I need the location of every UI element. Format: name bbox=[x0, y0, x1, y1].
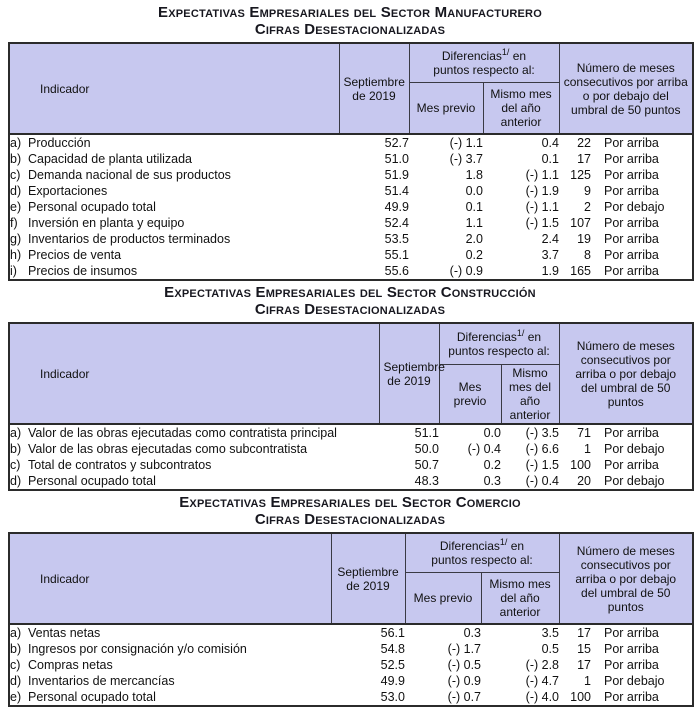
row-letter: c) bbox=[10, 168, 21, 182]
column-header-mes-previo: Mes previo bbox=[439, 365, 501, 425]
row-label: Ventas netas bbox=[28, 626, 101, 640]
indicator-cell bbox=[9, 199, 339, 215]
row-label: Valor de las obras ejecutadas como subcontratista bbox=[28, 442, 308, 456]
title-line-2: Cifras Desestacionalizadas bbox=[254, 511, 446, 528]
table-row bbox=[9, 424, 693, 441]
diff-prev-month-cell: 0.1 bbox=[465, 200, 483, 214]
section-title-manufacturero bbox=[8, 5, 692, 38]
row-letter: e) bbox=[10, 690, 22, 704]
period-value-cell: 52.4 bbox=[384, 216, 409, 230]
indicator-cell bbox=[9, 167, 339, 183]
row-letter: c) bbox=[10, 658, 21, 672]
consecutive-months-cell bbox=[559, 457, 693, 473]
period-value-cell: 53.5 bbox=[384, 232, 409, 246]
title-line-1: Expectativas Empresariales del Sector Manufacturero bbox=[158, 4, 542, 21]
period-value-cell: 52.7 bbox=[384, 136, 409, 150]
row-label: Demanda nacional de sus productos bbox=[28, 168, 231, 182]
column-header-meses-consecutivos: Número de meses consecutivos por arriba o por debajo del umbral de 50 puntos bbox=[559, 43, 693, 134]
row-letter: c) bbox=[10, 458, 21, 472]
title-line-2: Cifras Desestacionalizadas bbox=[254, 21, 446, 38]
table-row bbox=[9, 167, 693, 183]
months-count: 8 bbox=[584, 248, 591, 262]
consecutive-months-cell bbox=[559, 624, 693, 641]
diff-prev-month-cell: (-) 0.7 bbox=[447, 690, 481, 704]
table-row bbox=[9, 183, 693, 199]
table-row bbox=[9, 473, 693, 490]
consecutive-months-cell bbox=[559, 641, 693, 657]
indicator-cell bbox=[9, 263, 339, 280]
months-count: 22 bbox=[577, 136, 591, 150]
indicator-cell bbox=[9, 473, 379, 490]
consecutive-months-cell bbox=[559, 151, 693, 167]
column-header-meses-consecutivos: Número de meses consecutivos por arriba o por debajo del umbral de 50 puntos bbox=[559, 323, 693, 424]
section-title-comercio bbox=[8, 495, 692, 528]
consecutive-months-cell bbox=[559, 167, 693, 183]
row-label: Precios de venta bbox=[28, 248, 122, 262]
threshold-status: Por arriba bbox=[604, 626, 659, 640]
indicator-cell bbox=[9, 247, 339, 263]
diff-prev-year-cell: (-) 3.5 bbox=[525, 426, 559, 440]
months-count: 1 bbox=[584, 674, 591, 688]
row-letter: b) bbox=[10, 152, 22, 166]
column-header-mismo-mes: Mismo mes del año anterior bbox=[481, 573, 559, 625]
threshold-status: Por arriba bbox=[604, 168, 659, 182]
consecutive-months-cell bbox=[559, 263, 693, 280]
months-count: 15 bbox=[577, 642, 591, 656]
table-row bbox=[9, 151, 693, 167]
diff-prev-year-cell: 2.4 bbox=[541, 232, 559, 246]
row-letter: a) bbox=[10, 426, 22, 440]
indicator-cell bbox=[9, 689, 331, 706]
months-count: 100 bbox=[570, 690, 591, 704]
threshold-status: Por debajo bbox=[604, 474, 665, 488]
diff-prev-year-cell: (-) 0.4 bbox=[525, 474, 559, 488]
diff-prev-month-cell: 0.2 bbox=[465, 248, 483, 262]
table-row bbox=[9, 689, 693, 706]
diff-prev-month-cell: 1.8 bbox=[465, 168, 483, 182]
row-label: Valor de las obras ejecutadas como contratista principal bbox=[28, 426, 337, 440]
diff-prev-month-cell: (-) 3.7 bbox=[449, 152, 483, 166]
table-row bbox=[9, 263, 693, 280]
row-label: Personal ocupado total bbox=[28, 200, 156, 214]
diff-prev-year-cell: (-) 1.1 bbox=[525, 200, 559, 214]
diff-prev-year-cell: (-) 6.6 bbox=[525, 442, 559, 456]
diferencias-label-line2: puntos respecto al: bbox=[448, 344, 550, 358]
column-header-periodo: Septiembre de 2019 bbox=[331, 533, 405, 624]
consecutive-months-cell bbox=[559, 247, 693, 263]
diff-prev-year-cell: 3.5 bbox=[541, 626, 559, 640]
diff-prev-year-cell: (-) 1.5 bbox=[525, 216, 559, 230]
row-label: Exportaciones bbox=[28, 184, 108, 198]
diff-prev-month-cell: (-) 0.9 bbox=[447, 674, 481, 688]
diff-prev-year-cell: (-) 4.7 bbox=[525, 674, 559, 688]
threshold-status: Por arriba bbox=[604, 184, 659, 198]
row-label: Personal ocupado total bbox=[28, 474, 156, 488]
threshold-status: Por arriba bbox=[604, 152, 659, 166]
consecutive-months-cell bbox=[559, 215, 693, 231]
months-count: 165 bbox=[570, 264, 591, 278]
row-letter: d) bbox=[10, 474, 22, 488]
diff-prev-year-cell: (-) 4.0 bbox=[525, 690, 559, 704]
diff-prev-month-cell: 0.0 bbox=[465, 184, 483, 198]
row-letter: e) bbox=[10, 200, 22, 214]
indicator-cell bbox=[9, 151, 339, 167]
consecutive-months-cell bbox=[559, 231, 693, 247]
indicator-cell bbox=[9, 657, 331, 673]
diff-prev-year-cell: (-) 1.1 bbox=[525, 168, 559, 182]
indicator-cell bbox=[9, 641, 331, 657]
table-row bbox=[9, 673, 693, 689]
indicator-cell bbox=[9, 215, 339, 231]
row-label: Inventarios de productos terminados bbox=[28, 232, 231, 246]
months-count: 107 bbox=[570, 216, 591, 230]
months-count: 125 bbox=[570, 168, 591, 182]
diferencias-label-rest: en bbox=[507, 539, 525, 553]
diferencias-label: Diferencias bbox=[441, 49, 502, 63]
threshold-status: Por arriba bbox=[604, 216, 659, 230]
period-value-cell: 54.8 bbox=[380, 642, 405, 656]
construction-table bbox=[8, 322, 694, 491]
table-row bbox=[9, 215, 693, 231]
indicator-cell bbox=[9, 441, 379, 457]
table-row bbox=[9, 641, 693, 657]
column-header-indicador: Indicador bbox=[9, 323, 379, 424]
column-header-periodo: Septiembre de 2019 bbox=[339, 43, 409, 134]
commerce-table bbox=[8, 532, 694, 707]
diff-prev-month-cell: (-) 1.1 bbox=[449, 136, 483, 150]
diff-prev-month-cell: 0.2 bbox=[483, 458, 501, 472]
column-header-diferencias bbox=[439, 323, 559, 365]
threshold-status: Por debajo bbox=[604, 442, 665, 456]
table-row bbox=[9, 247, 693, 263]
column-header-indicador: Indicador bbox=[9, 533, 331, 624]
consecutive-months-cell bbox=[559, 199, 693, 215]
diff-prev-month-cell: 0.0 bbox=[483, 426, 501, 440]
diferencias-label-rest: en bbox=[509, 49, 527, 63]
period-value-cell: 52.5 bbox=[380, 658, 405, 672]
title-line-1: Expectativas Empresariales del Sector Construcción bbox=[164, 284, 536, 301]
consecutive-months-cell bbox=[559, 424, 693, 441]
period-value-cell: 50.7 bbox=[414, 458, 439, 472]
period-value-cell: 53.0 bbox=[380, 690, 405, 704]
column-header-mes-previo: Mes previo bbox=[409, 83, 483, 135]
title-line-1: Expectativas Empresariales del Sector Comercio bbox=[179, 494, 521, 511]
column-header-indicador: Indicador bbox=[9, 43, 339, 134]
table-row bbox=[9, 657, 693, 673]
period-value-cell: 49.9 bbox=[384, 200, 409, 214]
row-letter: d) bbox=[10, 674, 22, 688]
table-row bbox=[9, 199, 693, 215]
row-label: Total de contratos y subcontratos bbox=[28, 458, 212, 472]
row-label: Compras netas bbox=[28, 658, 113, 672]
diff-prev-month-cell: 0.3 bbox=[483, 474, 501, 488]
diff-prev-year-cell: (-) 2.8 bbox=[525, 658, 559, 672]
row-letter: a) bbox=[10, 136, 22, 150]
period-value-cell: 55.1 bbox=[384, 248, 409, 262]
row-letter: f) bbox=[10, 216, 18, 230]
consecutive-months-cell bbox=[559, 673, 693, 689]
period-value-cell: 55.6 bbox=[384, 264, 409, 278]
diff-prev-month-cell: 0.3 bbox=[463, 626, 481, 640]
consecutive-months-cell bbox=[559, 473, 693, 490]
diff-prev-year-cell: 3.7 bbox=[541, 248, 559, 262]
period-value-cell: 49.9 bbox=[380, 674, 405, 688]
period-value-cell: 50.0 bbox=[414, 442, 439, 456]
diff-prev-year-cell: (-) 1.9 bbox=[525, 184, 559, 198]
indicator-cell bbox=[9, 673, 331, 689]
months-count: 1 bbox=[584, 442, 591, 456]
column-header-mismo-mes: Mismo mes del año anterior bbox=[483, 83, 559, 135]
footnote-marker: 1/ bbox=[501, 47, 510, 57]
section-title-construccion bbox=[8, 285, 692, 318]
period-value-cell: 51.4 bbox=[384, 184, 409, 198]
diff-prev-month-cell: 2.0 bbox=[465, 232, 483, 246]
period-value-cell: 51.1 bbox=[414, 426, 439, 440]
row-letter: d) bbox=[10, 184, 22, 198]
column-header-meses-consecutivos: Número de meses consecutivos por arriba o por debajo del umbral de 50 puntos bbox=[559, 533, 693, 624]
row-label: Capacidad de planta utilizada bbox=[28, 152, 193, 166]
footnote-marker: 1/ bbox=[516, 328, 525, 338]
row-label: Producción bbox=[28, 136, 91, 150]
manufacturing-table bbox=[8, 42, 694, 281]
months-count: 19 bbox=[577, 232, 591, 246]
diferencias-label-line2: puntos respecto al: bbox=[433, 63, 535, 77]
threshold-status: Por arriba bbox=[604, 248, 659, 262]
diferencias-label-rest: en bbox=[524, 330, 542, 344]
column-header-diferencias bbox=[405, 533, 559, 573]
indicator-cell bbox=[9, 134, 339, 151]
diferencias-label: Diferencias bbox=[439, 539, 500, 553]
consecutive-months-cell bbox=[559, 183, 693, 199]
threshold-status: Por arriba bbox=[604, 136, 659, 150]
diff-prev-year-cell: 1.9 bbox=[541, 264, 559, 278]
diff-prev-year-cell: 0.5 bbox=[541, 642, 559, 656]
consecutive-months-cell bbox=[559, 657, 693, 673]
footnote-marker: 1/ bbox=[499, 537, 508, 547]
row-label: Inventarios de mercancías bbox=[28, 674, 175, 688]
threshold-status: Por arriba bbox=[604, 264, 659, 278]
row-letter: h) bbox=[10, 248, 22, 262]
diff-prev-month-cell: (-) 0.5 bbox=[447, 658, 481, 672]
consecutive-months-cell bbox=[559, 134, 693, 151]
period-value-cell: 48.3 bbox=[414, 474, 439, 488]
indicator-cell bbox=[9, 424, 379, 441]
indicator-cell bbox=[9, 457, 379, 473]
diff-prev-year-cell: 0.1 bbox=[541, 152, 559, 166]
row-letter: b) bbox=[10, 442, 22, 456]
consecutive-months-cell bbox=[559, 689, 693, 706]
table-row bbox=[9, 441, 693, 457]
threshold-status: Por arriba bbox=[604, 658, 659, 672]
row-label: Inversión en planta y equipo bbox=[28, 216, 185, 230]
row-letter: b) bbox=[10, 642, 22, 656]
indicator-cell bbox=[9, 231, 339, 247]
threshold-status: Por debajo bbox=[604, 200, 665, 214]
row-label: Precios de insumos bbox=[28, 264, 138, 278]
diff-prev-month-cell: (-) 0.4 bbox=[467, 442, 501, 456]
diff-prev-month-cell: (-) 0.9 bbox=[449, 264, 483, 278]
table-row bbox=[9, 624, 693, 641]
months-count: 20 bbox=[577, 474, 591, 488]
months-count: 17 bbox=[577, 658, 591, 672]
threshold-status: Por debajo bbox=[604, 674, 665, 688]
threshold-status: Por arriba bbox=[604, 458, 659, 472]
row-label: Personal ocupado total bbox=[28, 690, 156, 704]
diff-prev-month-cell: (-) 1.7 bbox=[447, 642, 481, 656]
months-count: 9 bbox=[584, 184, 591, 198]
row-label: Ingresos por consignación y/o comisión bbox=[28, 642, 247, 656]
threshold-status: Por arriba bbox=[604, 232, 659, 246]
diff-prev-year-cell: (-) 1.5 bbox=[525, 458, 559, 472]
threshold-status: Por arriba bbox=[604, 642, 659, 656]
column-header-mes-previo: Mes previo bbox=[405, 573, 481, 625]
months-count: 17 bbox=[577, 626, 591, 640]
table-row bbox=[9, 457, 693, 473]
indicator-cell bbox=[9, 183, 339, 199]
indicator-cell bbox=[9, 624, 331, 641]
period-value-cell: 51.9 bbox=[384, 168, 409, 182]
period-value-cell: 56.1 bbox=[380, 626, 405, 640]
diff-prev-year-cell: 0.4 bbox=[541, 136, 559, 150]
period-value-cell: 51.0 bbox=[384, 152, 409, 166]
row-letter: g) bbox=[10, 232, 22, 246]
column-header-periodo: Septiembre de 2019 bbox=[379, 323, 439, 424]
diferencias-label: Diferencias bbox=[456, 330, 517, 344]
consecutive-months-cell bbox=[559, 441, 693, 457]
column-header-diferencias bbox=[409, 43, 559, 83]
threshold-status: Por arriba bbox=[604, 690, 659, 704]
months-count: 71 bbox=[577, 426, 591, 440]
months-count: 17 bbox=[577, 152, 591, 166]
table-row bbox=[9, 231, 693, 247]
months-count: 100 bbox=[570, 458, 591, 472]
title-line-2: Cifras Desestacionalizadas bbox=[254, 301, 446, 318]
table-row bbox=[9, 134, 693, 151]
threshold-status: Por arriba bbox=[604, 426, 659, 440]
diferencias-label-line2: puntos respecto al: bbox=[431, 553, 533, 567]
column-header-mismo-mes: Mismo mes del año anterior bbox=[501, 365, 559, 425]
row-letter: i) bbox=[10, 264, 17, 278]
months-count: 2 bbox=[584, 200, 591, 214]
row-letter: a) bbox=[10, 626, 22, 640]
diff-prev-month-cell: 1.1 bbox=[465, 216, 483, 230]
